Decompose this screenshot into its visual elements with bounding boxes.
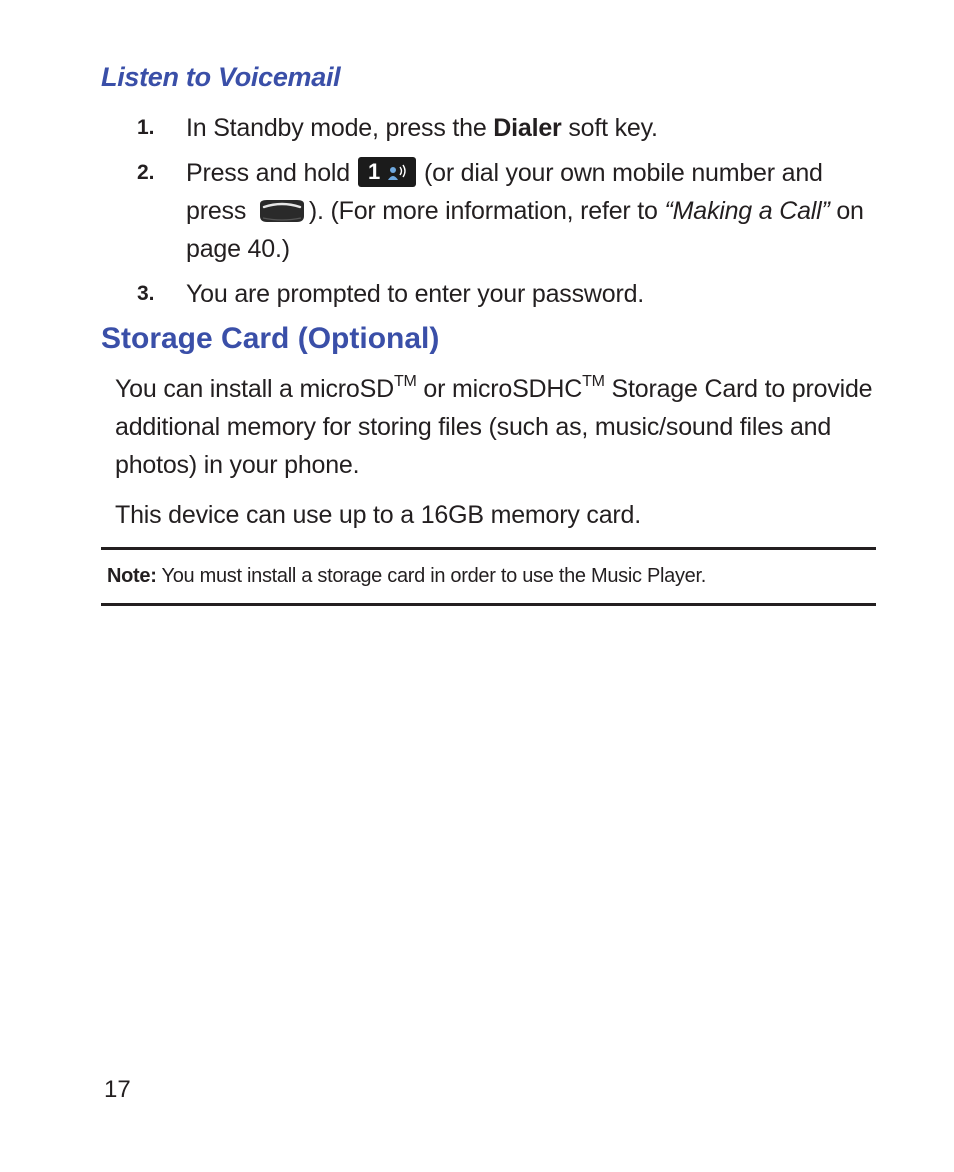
cross-reference: “Making a Call”	[664, 197, 830, 225]
step-text: You are prompted to enter your password.	[186, 280, 645, 308]
step-text: In Standby mode, press the Dialer soft key.	[186, 114, 658, 142]
note-top-rule	[101, 547, 876, 550]
note-text: You must install a storage card in order to use the Music Player.	[156, 565, 706, 587]
send-key-icon	[257, 197, 307, 223]
note-box	[107, 562, 706, 590]
step-text: Press and hold 1 (or dial your own mobile number and press ). (For more information, refer to “Making a Call” on page 40.)	[186, 159, 864, 263]
step-number: 2.	[137, 161, 155, 184]
note-label: Note:	[107, 565, 157, 587]
memory-limit-paragraph: This device can use up to a 16GB memory card.	[115, 501, 641, 529]
trademark: TM	[393, 372, 417, 390]
voicemail-person-icon	[388, 164, 408, 180]
step-number: 1.	[137, 116, 155, 139]
voicemail-key-icon: 1	[358, 157, 416, 187]
dialer-key-name: Dialer	[493, 114, 562, 142]
storage-card-heading: Storage Card (Optional)	[101, 322, 440, 355]
storage-intro-paragraph: You can install a microSD™ or microSDHC™ Storage Card to provide additional memory for storing files (such as, music/sound files and photos) in your phone.	[115, 372, 873, 479]
note-bottom-rule	[101, 603, 876, 606]
page-number: 17	[104, 1076, 131, 1103]
step-number: 3.	[137, 282, 155, 305]
trademark: TM	[582, 372, 605, 390]
voicemail-heading: Listen to Voicemail	[101, 62, 341, 92]
